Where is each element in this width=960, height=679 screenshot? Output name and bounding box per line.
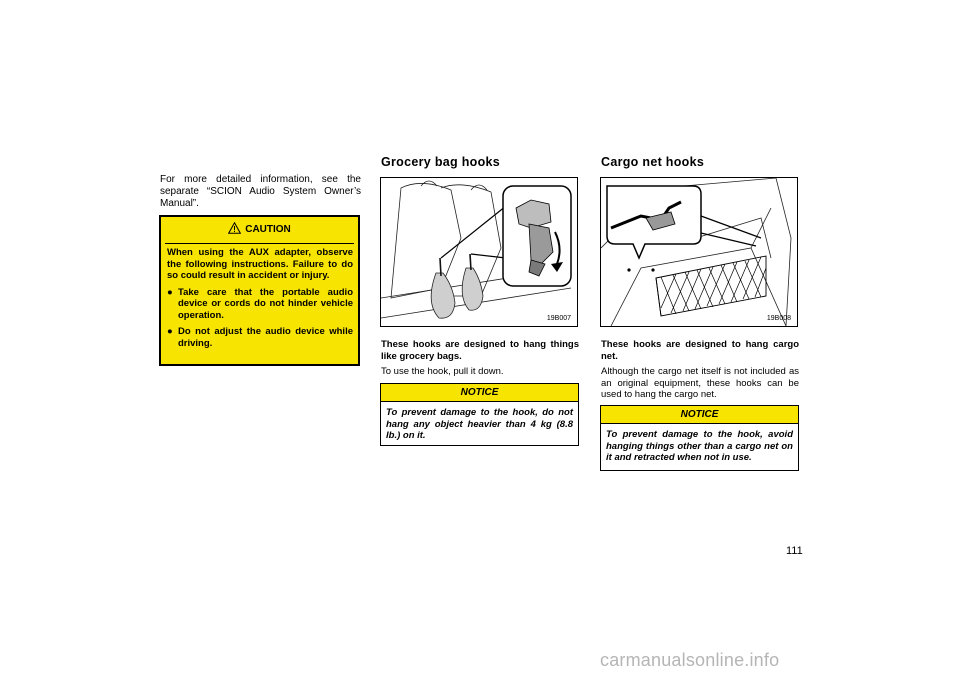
cargo-net-illustration [601, 178, 797, 326]
grocery-instruction: To use the hook, pull it down. [381, 366, 504, 377]
grocery-hook-illustration [381, 178, 577, 326]
caution-header [161, 217, 358, 241]
cargo-paragraph: Although the cargo net itself is not included as an original equipment, these hooks can be used to hang the cargo net. [601, 366, 799, 400]
bullet-icon: ● [167, 286, 173, 298]
notice-body: To prevent damage to the hook, avoid hanging things other than a cargo net on it and retracted when not in use. [606, 429, 793, 463]
caution-bullet-text: Take care that the portable audio device or cords do not hinder vehicle operation. [178, 286, 353, 321]
grocery-heading: Grocery bag hooks [381, 155, 501, 169]
caution-divider [165, 243, 354, 244]
warning-triangle-icon [228, 222, 241, 237]
watermark: carmanualsonline.info [600, 650, 780, 670]
figure-label: 19B007 [546, 315, 571, 322]
cargo-notice-box [600, 405, 799, 471]
cargo-heading: Cargo net hooks [601, 155, 705, 169]
caution-bullet-text: Do not adjust the audio device while driving. [178, 326, 353, 349]
caution-bullet [167, 326, 353, 349]
caution-title: CAUTION [245, 223, 291, 235]
cargo-net-figure [600, 177, 798, 327]
bullet-icon: ● [167, 326, 173, 337]
notice-header: NOTICE [601, 406, 798, 424]
notice-body: To prevent damage to the hook, do not hang any object heavier than 4 kg (8.8 lb.) on it. [386, 407, 573, 441]
notice-header: NOTICE [381, 384, 578, 402]
caution-box [159, 215, 360, 366]
intro-text: For more detailed information, see the separate “SCION Audio System Owner’s Manual”. [160, 174, 361, 209]
cargo-description: These hooks are designed to hang cargo net. [601, 339, 799, 362]
grocery-notice-box [380, 383, 579, 446]
caution-body [167, 247, 353, 349]
caution-bullet [167, 287, 353, 322]
grocery-hook-figure [380, 177, 578, 327]
figure-label: 19B008 [766, 315, 791, 322]
caution-text: When using the AUX adapter, observe the following instructions. Failure to do so could result in accident or injury. [167, 247, 353, 281]
grocery-description: These hooks are designed to hang things like grocery bags. [381, 339, 579, 362]
page-number: 111 [786, 545, 803, 557]
